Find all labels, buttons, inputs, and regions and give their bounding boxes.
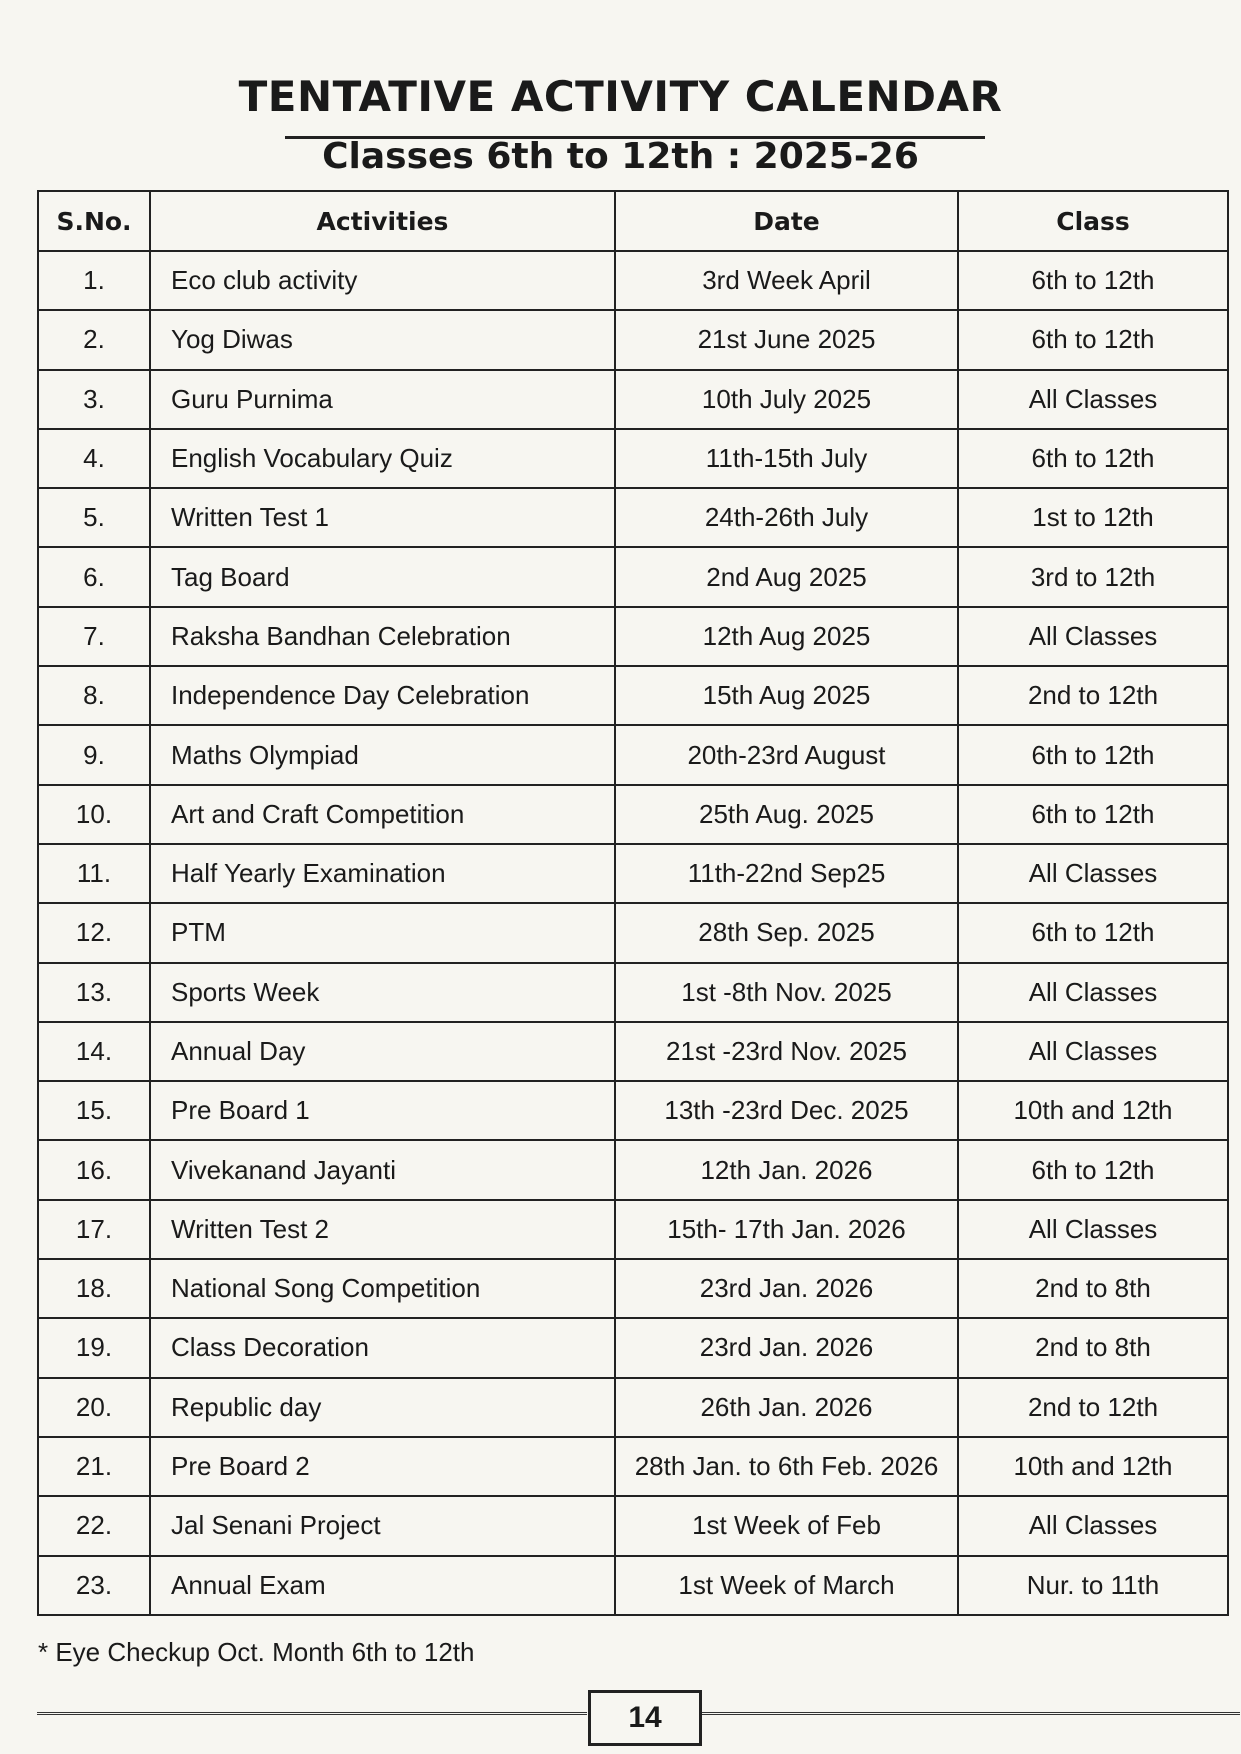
table-row [38, 1081, 1228, 1140]
cell-class: 6th to 12th [958, 310, 1228, 369]
cell-sno: 5. [38, 488, 150, 547]
cell-date: 11th-22nd Sep25 [615, 844, 958, 903]
column-header-date: Date [615, 191, 958, 251]
cell-sno: 11. [38, 844, 150, 903]
cell-activity: Guru Purnima [150, 370, 615, 429]
cell-date: 28th Sep. 2025 [615, 903, 958, 962]
cell-sno: 8. [38, 666, 150, 725]
cell-date: 23rd Jan. 2026 [615, 1259, 958, 1318]
cell-class: 2nd to 8th [958, 1318, 1228, 1377]
page-number: 14 [588, 1690, 702, 1746]
cell-class: 2nd to 12th [958, 666, 1228, 725]
table-row [38, 310, 1228, 369]
cell-class: 10th and 12th [958, 1437, 1228, 1496]
cell-activity: Annual Day [150, 1022, 615, 1081]
cell-activity: Yog Diwas [150, 310, 615, 369]
cell-class: 6th to 12th [958, 429, 1228, 488]
cell-date: 20th-23rd August [615, 725, 958, 784]
cell-activity: Pre Board 1 [150, 1081, 615, 1140]
cell-activity: PTM [150, 903, 615, 962]
cell-class: All Classes [958, 1496, 1228, 1555]
cell-class: All Classes [958, 1022, 1228, 1081]
page-subtitle: Classes 6th to 12th : 2025-26 [322, 136, 919, 177]
cell-sno: 9. [38, 725, 150, 784]
table-row [38, 488, 1228, 547]
table-row [38, 1259, 1228, 1318]
cell-activity: Eco club activity [150, 251, 615, 310]
cell-activity: Written Test 1 [150, 488, 615, 547]
table-row [38, 1200, 1228, 1259]
cell-class: 6th to 12th [958, 903, 1228, 962]
footer-rule-right [700, 1712, 1240, 1715]
cell-date: 1st -8th Nov. 2025 [615, 963, 958, 1022]
table-row [38, 607, 1228, 666]
cell-class: 6th to 12th [958, 251, 1228, 310]
cell-class: 2nd to 12th [958, 1378, 1228, 1437]
table-row [38, 429, 1228, 488]
cell-sno: 17. [38, 1200, 150, 1259]
table-row [38, 785, 1228, 844]
cell-date: 11th-15th July [615, 429, 958, 488]
cell-activity: Independence Day Celebration [150, 666, 615, 725]
cell-sno: 19. [38, 1318, 150, 1377]
cell-activity: Vivekanand Jayanti [150, 1140, 615, 1199]
cell-date: 21st -23rd Nov. 2025 [615, 1022, 958, 1081]
cell-sno: 3. [38, 370, 150, 429]
cell-sno: 12. [38, 903, 150, 962]
cell-date: 10th July 2025 [615, 370, 958, 429]
cell-activity: Jal Senani Project [150, 1496, 615, 1555]
cell-class: 3rd to 12th [958, 547, 1228, 606]
cell-class: 6th to 12th [958, 785, 1228, 844]
cell-sno: 21. [38, 1437, 150, 1496]
table-row [38, 1140, 1228, 1199]
cell-sno: 6. [38, 547, 150, 606]
cell-class: All Classes [958, 370, 1228, 429]
column-header-activities: Activities [150, 191, 615, 251]
cell-date: 2nd Aug 2025 [615, 547, 958, 606]
cell-activity: Half Yearly Examination [150, 844, 615, 903]
cell-class: 1st to 12th [958, 488, 1228, 547]
cell-date: 1st Week of Feb [615, 1496, 958, 1555]
table-row [38, 370, 1228, 429]
table-row [38, 547, 1228, 606]
table-row [38, 1378, 1228, 1437]
cell-class: All Classes [958, 1200, 1228, 1259]
activity-calendar-table [37, 190, 1229, 1616]
cell-class: 6th to 12th [958, 725, 1228, 784]
cell-date: 12th Jan. 2026 [615, 1140, 958, 1199]
cell-date: 12th Aug 2025 [615, 607, 958, 666]
cell-sno: 13. [38, 963, 150, 1022]
cell-class: All Classes [958, 963, 1228, 1022]
cell-sno: 23. [38, 1556, 150, 1615]
cell-activity: Raksha Bandhan Celebration [150, 607, 615, 666]
table-row [38, 251, 1228, 310]
cell-activity: Annual Exam [150, 1556, 615, 1615]
cell-activity: Maths Olympiad [150, 725, 615, 784]
cell-sno: 10. [38, 785, 150, 844]
cell-activity: English Vocabulary Quiz [150, 429, 615, 488]
cell-activity: Written Test 2 [150, 1200, 615, 1259]
cell-class: 6th to 12th [958, 1140, 1228, 1199]
cell-class: Nur. to 11th [958, 1556, 1228, 1615]
cell-date: 1st Week of March [615, 1556, 958, 1615]
cell-class: 2nd to 8th [958, 1259, 1228, 1318]
cell-date: 28th Jan. to 6th Feb. 2026 [615, 1437, 958, 1496]
table-row [38, 725, 1228, 784]
footnote: * Eye Checkup Oct. Month 6th to 12th [38, 1637, 475, 1667]
cell-date: 23rd Jan. 2026 [615, 1318, 958, 1377]
cell-date: 26th Jan. 2026 [615, 1378, 958, 1437]
cell-sno: 7. [38, 607, 150, 666]
cell-date: 13th -23rd Dec. 2025 [615, 1081, 958, 1140]
table-row [38, 903, 1228, 962]
cell-date: 21st June 2025 [615, 310, 958, 369]
cell-sno: 2. [38, 310, 150, 369]
cell-activity: Sports Week [150, 963, 615, 1022]
table-row [38, 963, 1228, 1022]
cell-activity: Pre Board 2 [150, 1437, 615, 1496]
table-row [38, 844, 1228, 903]
cell-sno: 18. [38, 1259, 150, 1318]
cell-date: 15th- 17th Jan. 2026 [615, 1200, 958, 1259]
cell-class: All Classes [958, 844, 1228, 903]
page-title: TENTATIVE ACTIVITY CALENDAR [238, 72, 1003, 121]
column-header-class: Class [958, 191, 1228, 251]
cell-sno: 15. [38, 1081, 150, 1140]
cell-activity: National Song Competition [150, 1259, 615, 1318]
table-row [38, 1437, 1228, 1496]
table-body [38, 251, 1228, 1615]
cell-sno: 22. [38, 1496, 150, 1555]
table-row [38, 1318, 1228, 1377]
cell-activity: Art and Craft Competition [150, 785, 615, 844]
cell-sno: 14. [38, 1022, 150, 1081]
cell-activity: Tag Board [150, 547, 615, 606]
table-row [38, 666, 1228, 725]
cell-sno: 16. [38, 1140, 150, 1199]
cell-date: 25th Aug. 2025 [615, 785, 958, 844]
cell-activity: Republic day [150, 1378, 615, 1437]
cell-class: All Classes [958, 607, 1228, 666]
column-header-sno: S.No. [38, 191, 150, 251]
cell-sno: 4. [38, 429, 150, 488]
table-row [38, 1496, 1228, 1555]
cell-sno: 20. [38, 1378, 150, 1437]
cell-activity: Class Decoration [150, 1318, 615, 1377]
table-header-row [38, 191, 1228, 251]
cell-date: 24th-26th July [615, 488, 958, 547]
cell-date: 15th Aug 2025 [615, 666, 958, 725]
cell-date: 3rd Week April [615, 251, 958, 310]
table-row [38, 1556, 1228, 1615]
footer-rule-left [37, 1712, 587, 1715]
table-row [38, 1022, 1228, 1081]
cell-sno: 1. [38, 251, 150, 310]
cell-class: 10th and 12th [958, 1081, 1228, 1140]
